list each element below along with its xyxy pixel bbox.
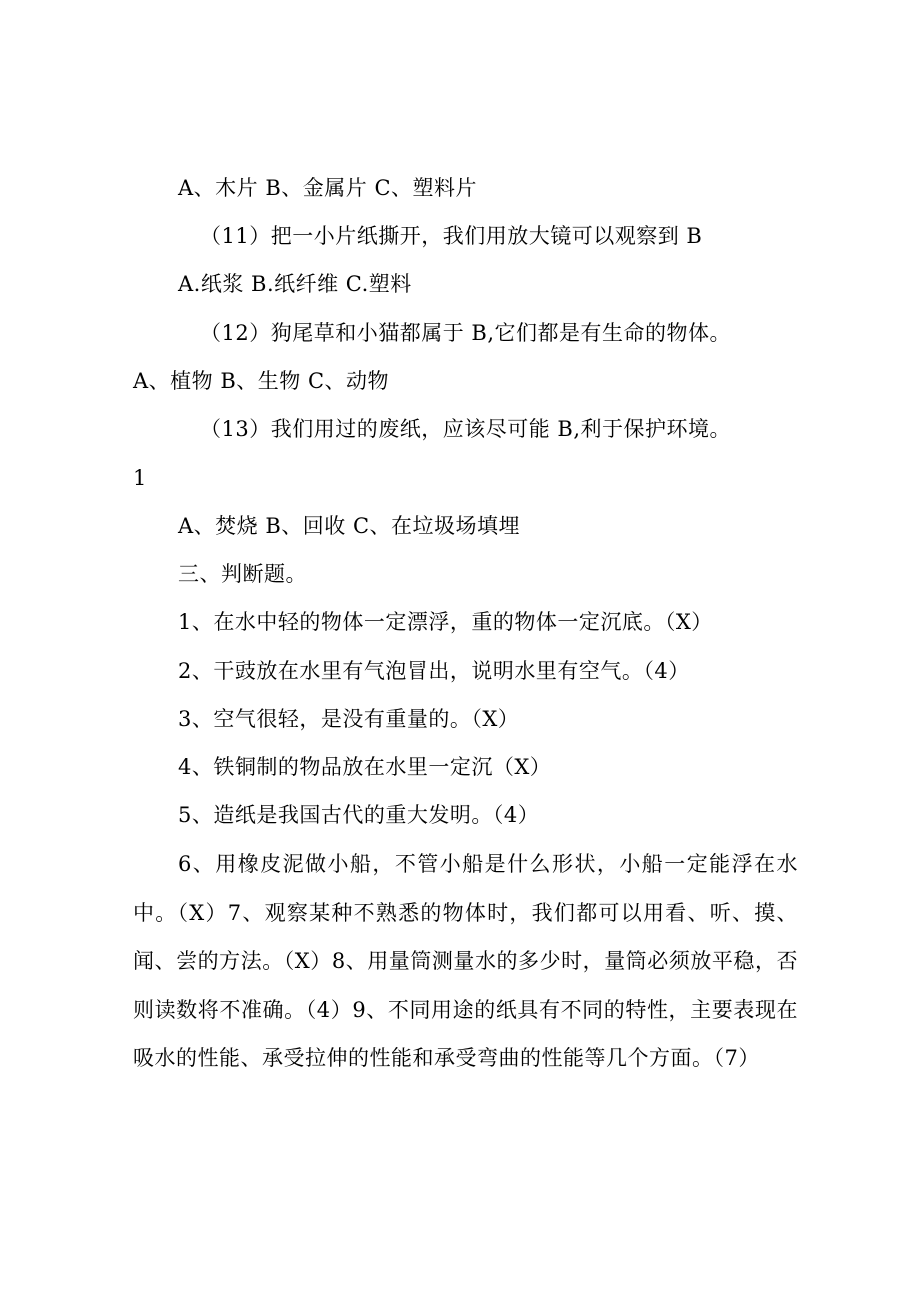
question-12: （12）狗尾草和小猫都属于 B,它们都是有生命的物体。 <box>200 321 732 345</box>
option-line-q11: A.纸浆 B.纸纤维 C.塑料 <box>178 272 412 296</box>
judgment-items-6-9-paragraph: 6、用橡皮泥做小船，不管小船是什么形状，小船一定能浮在水中。（X）7、观察某种不熟悉的物体时，我们都可以用看、听、摸、闻、尝的方法。（X）8、用量筒测量水的多少时，量筒必须放平稳，否则读数将不准确。（4）9、不同用途的纸具有不同的特性，主要表现在吸水的性能、承受拉伸的性能和承受弯曲的性能等几个方面。（7） <box>133 852 798 1070</box>
judgment-item-4: 4、铁铜制的物品放在水里一定沉（X） <box>178 755 552 779</box>
option-line-q12: A、植物 B、生物 C、动物 <box>133 369 390 393</box>
section-heading-judgment: 三、判断题。 <box>178 562 307 586</box>
judgment-item-5: 5、造纸是我国古代的重大发明。（4） <box>178 803 540 827</box>
judgment-item-3: 3、空气很轻，是没有重量的。（X） <box>178 707 520 731</box>
option-line-q10: A、木片 B、金属片 C、塑料片 <box>178 176 478 200</box>
question-13: （13）我们用过的废纸，应该尽可能 B,利于保护环境。 <box>200 417 732 441</box>
option-line-q13: A、焚烧 B、回收 C、在垃圾场填埋 <box>178 514 521 538</box>
page-number: 1 <box>133 466 147 490</box>
question-11: （11）把一小片纸撕开，我们用放大镜可以观察到 B <box>200 224 703 248</box>
judgment-item-2: 2、干豉放在水里有气泡冒出，说明水里有空气。（4） <box>178 659 690 683</box>
judgment-item-1: 1、在水中轻的物体一定漂浮，重的物体一定沉底。（X） <box>178 610 713 634</box>
